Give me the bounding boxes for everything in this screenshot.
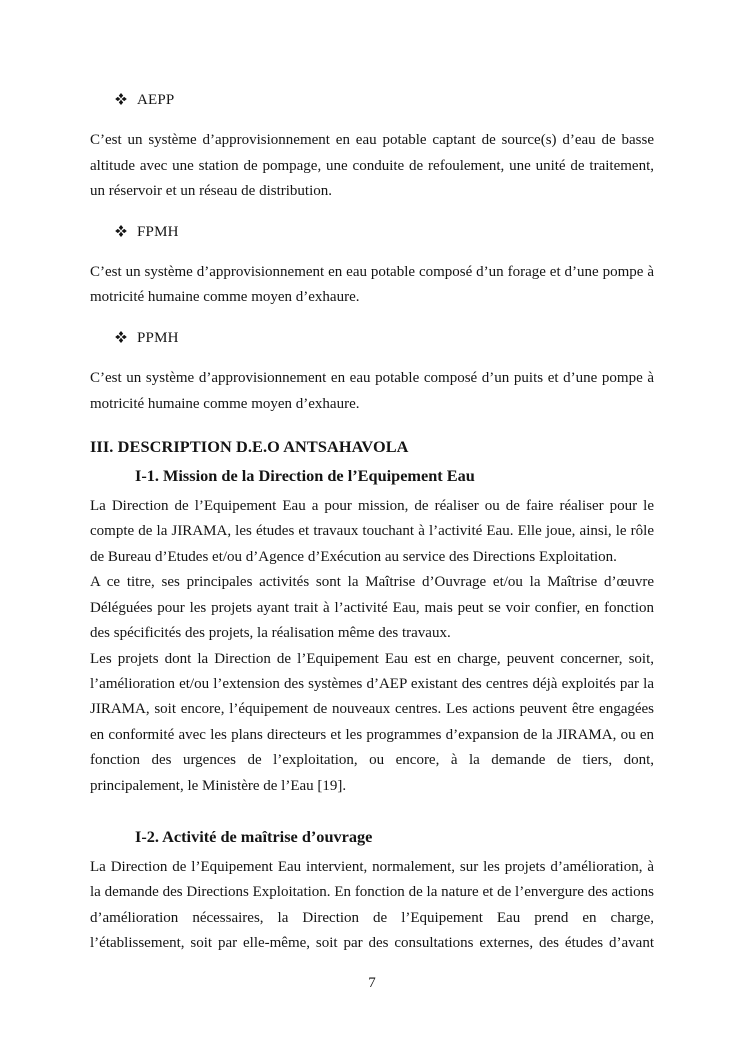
paragraph: C’est un système d’approvisionnement en eau potable composé d’un forage et d’une pompe à motricité humaine comme moyen d’exhaure. xyxy=(90,264,654,306)
list-item xyxy=(115,88,654,113)
diamond-bullet-icon xyxy=(115,331,127,343)
paragraph: La Direction de l’Equipement Eau a pour mission, de réaliser ou de faire réaliser pour le compte de la JIRAMA, les études et travaux touchant à l’activité Eau. Elle joue, ainsi, le rôle de Bureau d’Etudes et/ou d’Agence d’Exécution au service des Directions Exploitation. xyxy=(90,498,654,565)
list-item-label: PPMH xyxy=(137,329,179,346)
list-item-label: AEPP xyxy=(137,92,175,108)
paragraph: C’est un système d’approvisionnement en eau potable composé d’un puits et d’une pompe à motricité humaine comme moyen d’exhaure. xyxy=(90,370,654,412)
page-number: 7 xyxy=(368,975,376,991)
paragraph: A ce titre, ses principales activités sont la Maîtrise d’Ouvrage et/ou la Maîtrise d’œuvre Déléguées pour les projets ayant trait à l’activité Eau, mais peut se voir confier, en fonction des spécificités des projets, la réalisation même des travaux. xyxy=(90,574,654,642)
section-heading: III. DESCRIPTION D.E.O ANTSAHAVOLA xyxy=(90,437,409,457)
paragraph: Les projets dont la Direction de l’Equipement Eau est en charge, peuvent concerner, soit, l’amélioration et/ou l’extension des systèmes d’AEP existant des centres déjà exploités par la JIRAMA, soit encore, l’équipement de nouveaux centres. Les actions peuvent être engagées en conformité avec les plans directeurs et les programmes d’expansion de la JIRAMA, ou en fonction des urgences de l’exploitation, ou encore, à la demande de tiers, dont, principalement, le Ministère de l’Eau [19]. xyxy=(90,650,654,794)
list-item xyxy=(115,220,654,245)
list-item-label: FPMH xyxy=(137,223,179,240)
subsection-heading: I-2. Activité de maîtrise d’ouvrage xyxy=(135,826,373,846)
diamond-bullet-icon xyxy=(115,225,127,237)
diamond-bullet-icon xyxy=(115,93,127,105)
subsection-heading: I-1. Mission de la Direction de l’Equipement Eau xyxy=(135,466,475,486)
paragraph: C’est un système d’approvisionnement en eau potable captant de source(s) d’eau de basse altitude avec une station de pompage, une conduite de refoulement, une unité de traitement, un réservoir et un réseau de distribution. xyxy=(90,132,654,200)
list-item xyxy=(115,326,654,351)
paragraph: La Direction de l’Equipement Eau intervient, normalement, sur les projets d’amélioration, à la demande des Directions Exploitation. En fonction de la nature et de l’envergure des actions d’amélioration nécessaires, la Direction de l’Equipement Eau prend en charge, l’établissement, soit par elle-même, soit par des consultations externes, des études d’avant xyxy=(90,858,654,952)
